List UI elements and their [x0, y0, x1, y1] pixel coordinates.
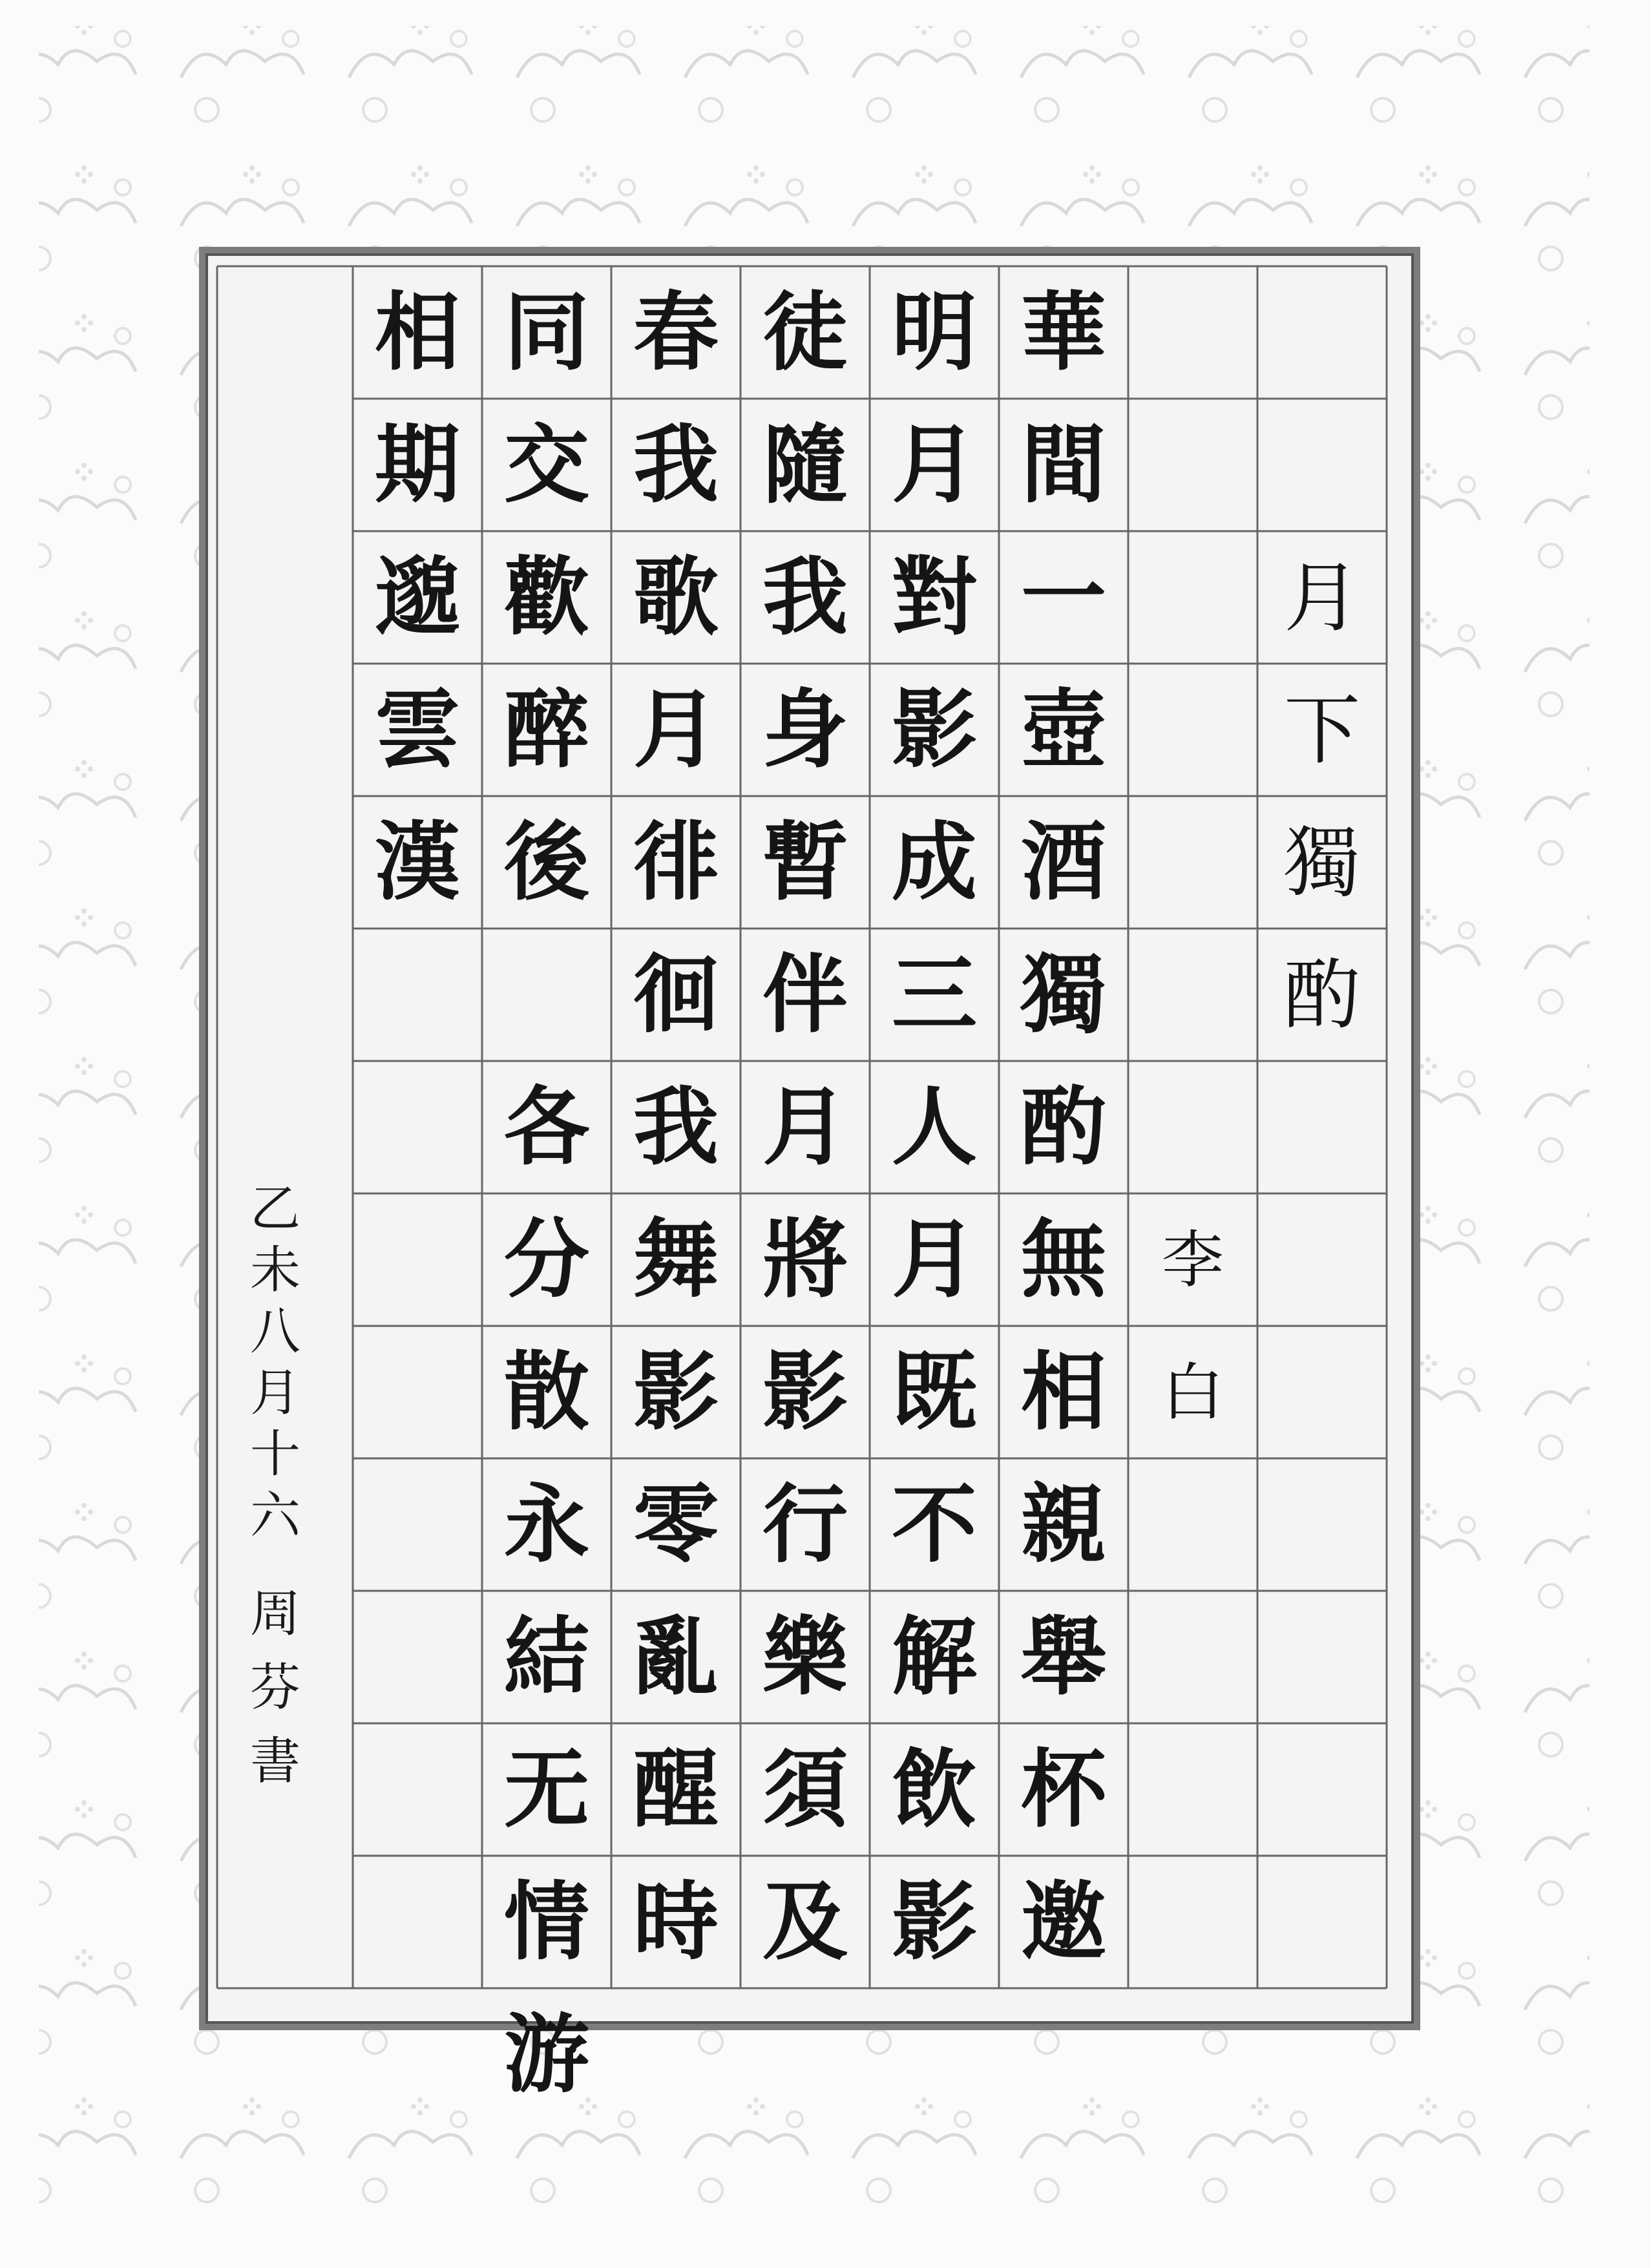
- poem-char: 月: [762, 1076, 848, 1177]
- poem-char: 相: [375, 282, 460, 383]
- poem-char: 隨: [762, 414, 848, 515]
- title-char: 月: [1283, 552, 1360, 642]
- signature-date-char: 十: [249, 1425, 300, 1484]
- signature-date-char: 月: [249, 1363, 300, 1422]
- title-char: 獨: [1283, 817, 1360, 907]
- poem-char: 邀: [1021, 1871, 1106, 1972]
- poem-char: 漢: [375, 812, 460, 912]
- author-char: 李: [1162, 1223, 1224, 1296]
- poem-char: 舉: [1021, 1606, 1106, 1707]
- signature-name-char: 芬: [249, 1658, 300, 1717]
- poem-char: 我: [633, 414, 719, 515]
- poem-char: 對: [892, 547, 977, 647]
- poem-char: 解: [892, 1606, 977, 1707]
- signature-date-char: 六: [249, 1486, 300, 1545]
- poem-char: 飲: [892, 1739, 977, 1840]
- poem-char: 影: [892, 679, 977, 780]
- poem-char: 交: [504, 414, 589, 515]
- poem-char: 徘: [633, 812, 719, 912]
- poem-char: 獨: [1021, 944, 1106, 1045]
- poem-char: 結: [504, 1606, 589, 1707]
- poem-char: 酌: [1021, 1076, 1106, 1177]
- signature-date-char: 乙: [249, 1179, 300, 1238]
- poem-char: 影: [762, 1341, 848, 1442]
- poem-char: 分: [504, 1209, 589, 1310]
- poem-char: 酒: [1021, 812, 1106, 912]
- poem-char: 一: [1021, 547, 1106, 647]
- poem-char: 歡: [504, 547, 589, 647]
- poem-char: 零: [633, 1474, 719, 1575]
- signature-date-char: 未: [249, 1241, 300, 1299]
- poem-char: 後: [504, 812, 589, 912]
- poem-char: 暫: [762, 812, 848, 912]
- poem-char: 我: [633, 1076, 719, 1177]
- poem-char: 行: [762, 1474, 848, 1575]
- poem-char: 杯: [1021, 1739, 1106, 1840]
- poem-char: 人: [892, 1076, 977, 1177]
- poem-char: 徊: [633, 944, 719, 1045]
- poem-char: 明: [892, 282, 977, 383]
- title-char: 下: [1283, 685, 1360, 775]
- poem-char: 時: [633, 1871, 719, 1972]
- poem-char: 成: [892, 812, 977, 912]
- poem-char: 同: [504, 282, 589, 383]
- poem-char: 舞: [633, 1209, 719, 1310]
- poem-char: 月: [892, 1209, 977, 1310]
- poem-char: 醒: [633, 1739, 719, 1840]
- poem-char: 情: [504, 1871, 589, 1972]
- poem-char: 壺: [1021, 679, 1106, 780]
- poem-char: 及: [762, 1871, 848, 1972]
- poem-char: 月: [633, 679, 719, 780]
- poem-char: 無: [1021, 1209, 1106, 1310]
- poem-char: 將: [762, 1209, 848, 1310]
- poem-char: 无: [504, 1739, 589, 1840]
- poem-char: 樂: [762, 1606, 848, 1707]
- poem-char: 雲: [375, 679, 460, 780]
- poem-char: 春: [633, 282, 719, 383]
- poem-char: 身: [762, 679, 848, 780]
- poem-char: 不: [892, 1474, 977, 1575]
- poem-char: 歌: [633, 547, 719, 647]
- poem-char: 親: [1021, 1474, 1106, 1575]
- signature-name-char: 書: [249, 1732, 300, 1790]
- poem-char: 月: [892, 414, 977, 515]
- poem-char: 邈: [375, 547, 460, 647]
- poem-char: 游: [504, 2004, 589, 2105]
- poem-char: 伴: [762, 944, 848, 1045]
- author-char: 白: [1162, 1356, 1224, 1429]
- poem-char: 須: [762, 1739, 848, 1840]
- calligraphy-frame: [205, 253, 1414, 2105]
- poem-char: 華: [1021, 282, 1106, 383]
- signature-name-char: 周: [249, 1584, 300, 1643]
- poem-char: 散: [504, 1341, 589, 1442]
- poem-char: 永: [504, 1474, 589, 1575]
- poem-char: 醉: [504, 679, 589, 780]
- signature-date-char: 八: [249, 1302, 300, 1361]
- poem-char: 間: [1021, 414, 1106, 515]
- poem-char: 各: [504, 1076, 589, 1177]
- poem-char: 亂: [633, 1606, 719, 1707]
- poem-char: 三: [892, 944, 977, 1045]
- title-char: 酌: [1283, 950, 1360, 1040]
- poem-char: 影: [633, 1341, 719, 1442]
- poem-char: 徒: [762, 282, 848, 383]
- poem-char: 我: [762, 547, 848, 647]
- poem-char: 既: [892, 1341, 977, 1442]
- poem-char: 期: [375, 414, 460, 515]
- poem-char: 影: [892, 1871, 977, 1972]
- poem-char: 相: [1021, 1341, 1106, 1442]
